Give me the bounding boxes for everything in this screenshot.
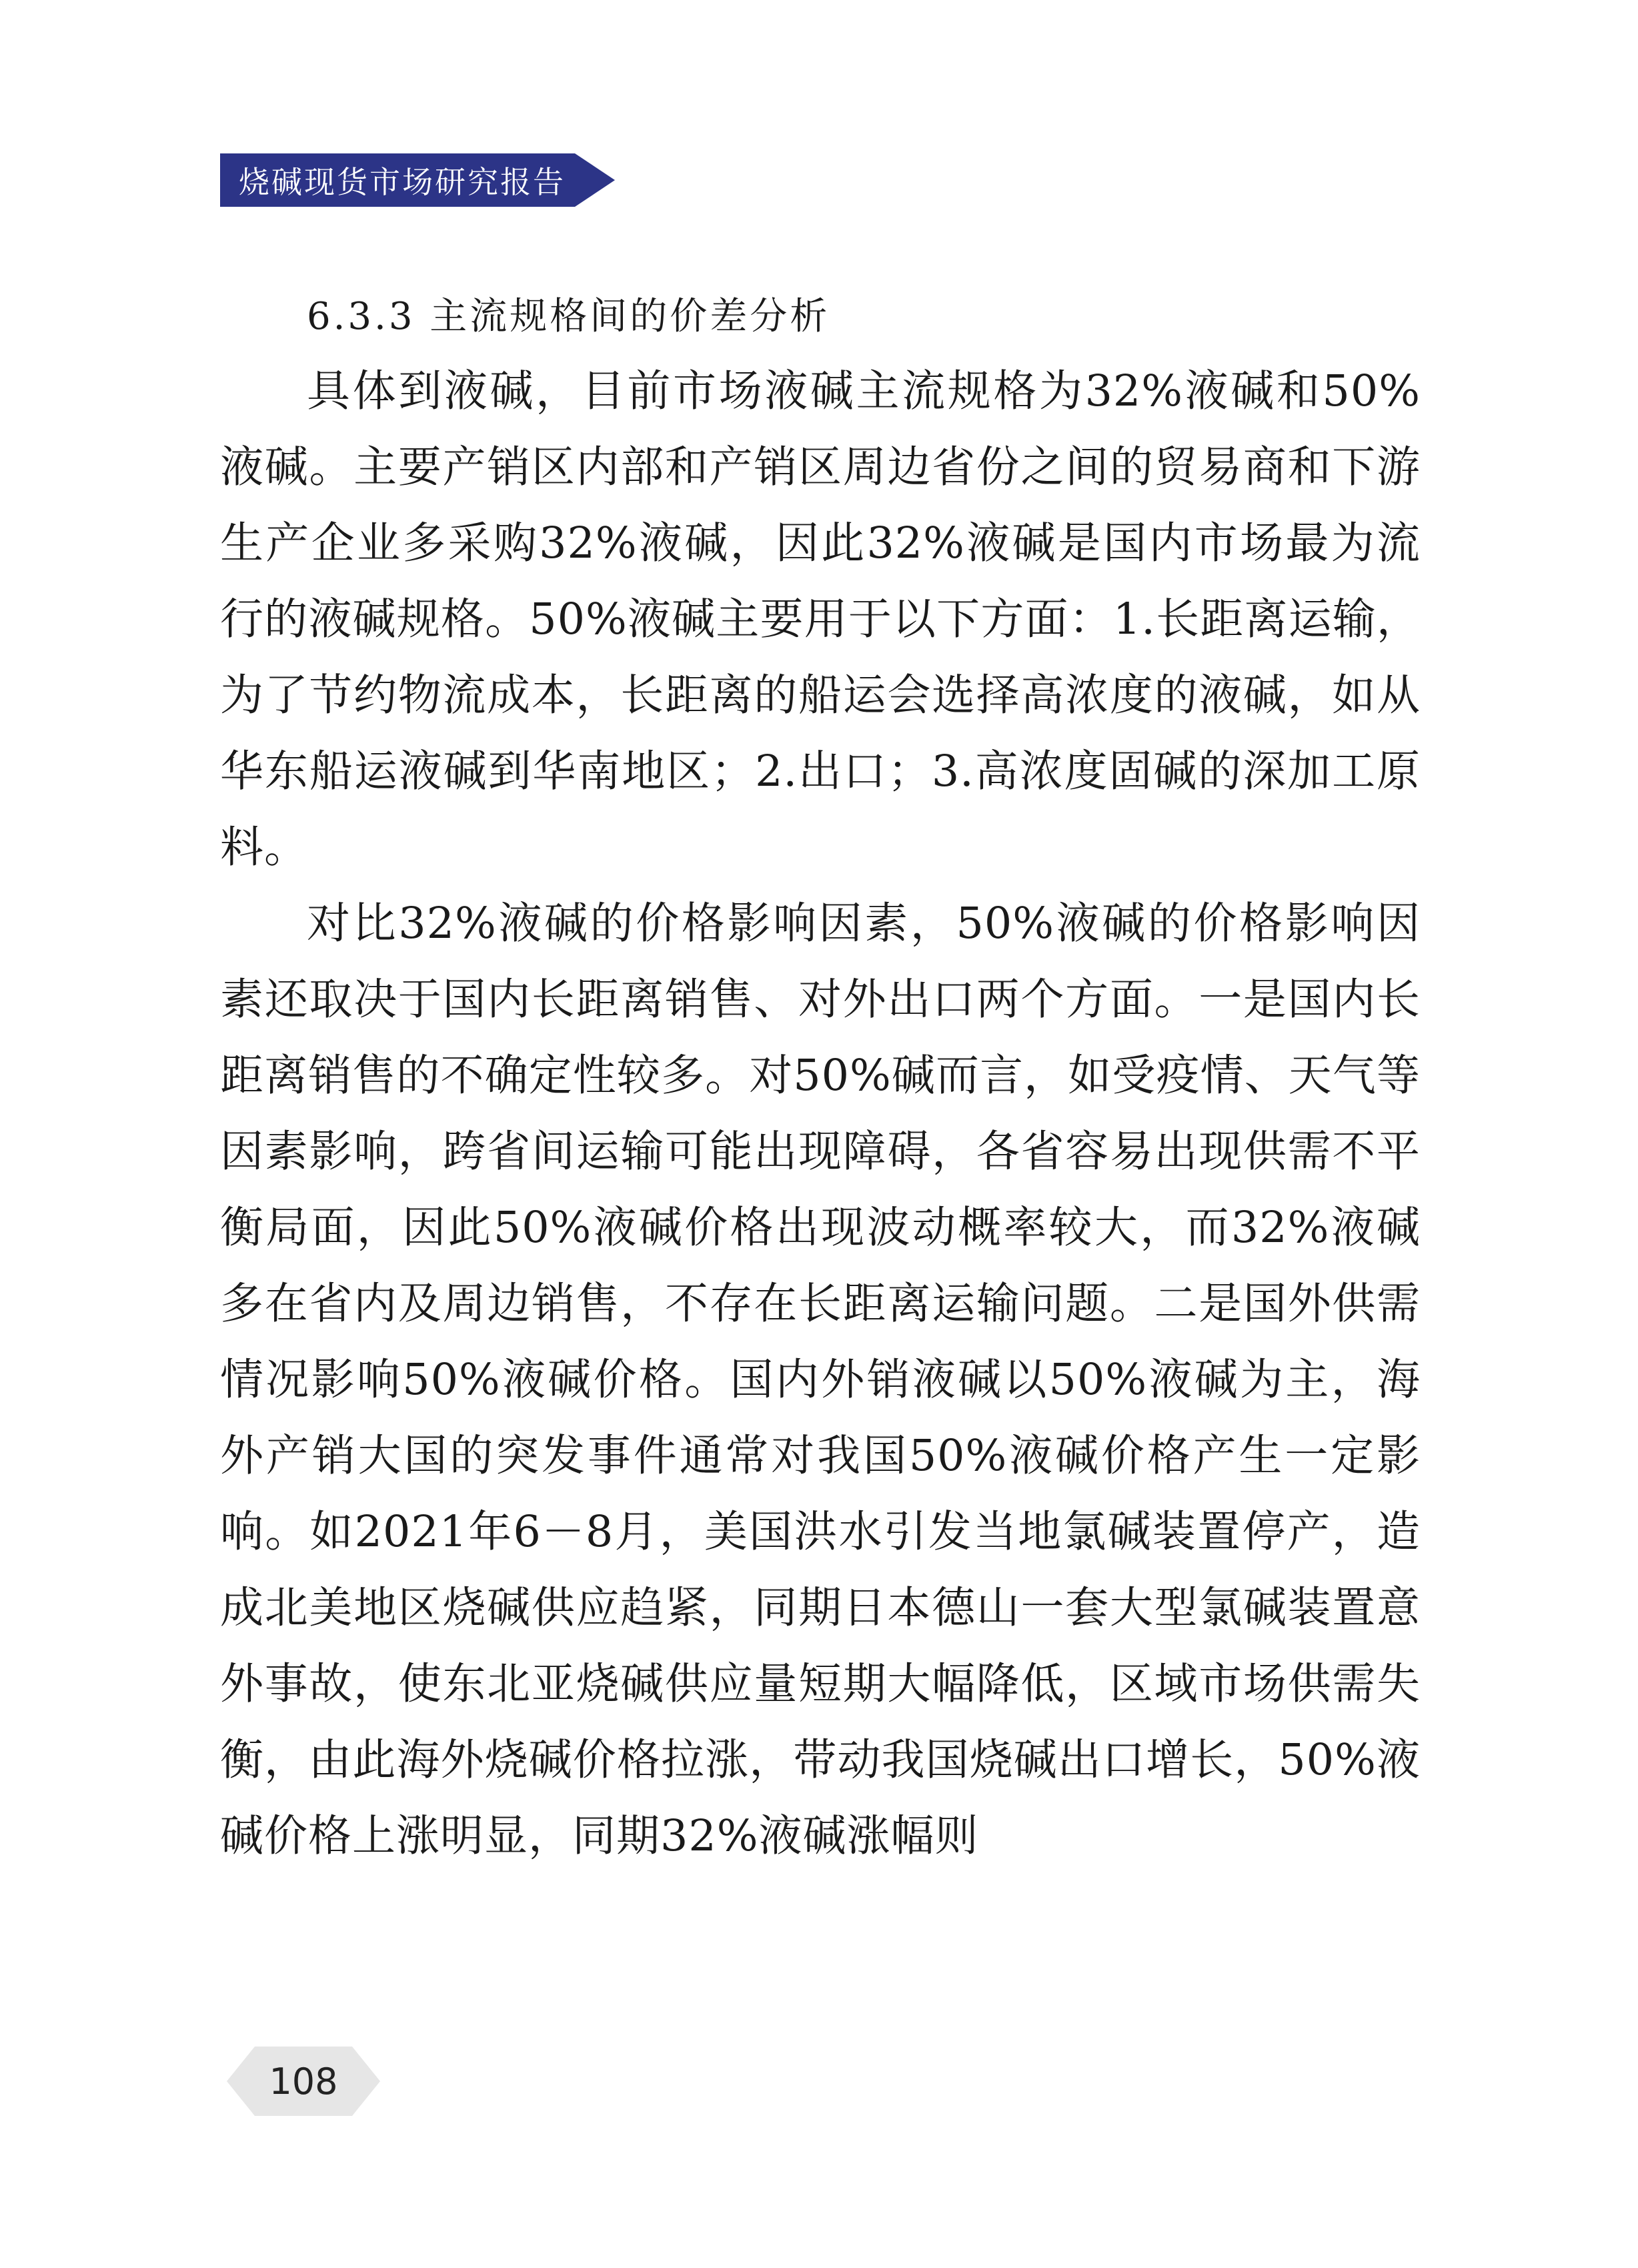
body-paragraph-1: 具体到液碱，目前市场液碱主流规格为32%液碱和50%液碱。主要产销区内部和产销区周边省份之间的贸易商和下游生产企业多采购32%液碱，因此32%液碱是国内市场最为流行的液碱规格。50%液碱主要用于以下方面：1.长距离运输，为了节约物流成本，长距离的船运会选择高浓度的液碱，如从华东船运液碱到华南地区；2.出口；3.高浓度固碱的深加工原料。 <box>220 366 1421 873</box>
body-paragraph-2: 对比32%液碱的价格影响因素，50%液碱的价格影响因素还取决于国内长距离销售、对外出口两个方面。一是国内长距离销售的不确定性较多。对50%碱而言，如受疫情、天气等因素影响，跨省间运输可能出现障碍，各省容易出现供需不平衡局面，因此50%液碱价格出现波动概率较大，而32%液碱多在省内及周边销售，不存在长距离运输问题。二是国外供需情况影响50%液碱价格。国内外销液碱以50%液碱为主，海外产销大国的突发事件通常对我国50%液碱价格产生一定影响。如2021年6－8月，美国洪水引发当地氯碱装置停产，造成北美地区烧碱供应趋紧，同期日本德山一套大型氯碱装置意外事故，使东北亚烧碱供应量短期大幅降低，区域市场供需失衡，由此海外烧碱价格拉涨，带动我国烧碱出口增长，50%液碱价格上涨明显，同期32%液碱涨幅则 <box>220 899 1421 1861</box>
running-header <box>220 153 687 207</box>
running-header-title: 烧碱现货市场研究报告 <box>220 153 575 207</box>
section-heading: 6.3.3 主流规格间的价差分析 <box>307 295 830 338</box>
page-body <box>220 280 1421 1874</box>
running-header-arrow <box>575 153 615 207</box>
page-number-badge <box>227 2041 380 2121</box>
page-number: 108 <box>269 2060 338 2103</box>
